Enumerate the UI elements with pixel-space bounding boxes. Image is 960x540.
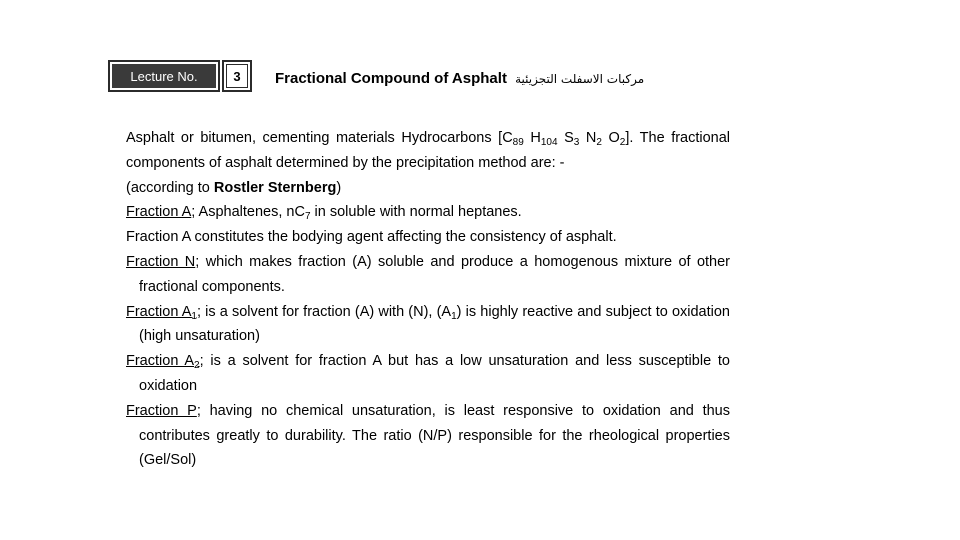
fraction-n-text: ; which makes fraction (A) soluble and produce a homogenous mixture of other fractional components. bbox=[139, 253, 730, 295]
fraction-a1-text-1: ; is a solvent for fraction (A) with (N), (A bbox=[196, 303, 452, 320]
sub-c: 89 bbox=[512, 137, 524, 148]
fraction-p-paragraph bbox=[126, 399, 730, 473]
sub-s: 3 bbox=[573, 137, 580, 148]
fraction-a1-label bbox=[126, 304, 197, 320]
intro-text-4: N bbox=[579, 130, 597, 146]
fraction-a1-paragraph bbox=[126, 300, 730, 350]
intro-text-6: ]. The fractional components of asphalt determined by the precipitation method are: - bbox=[126, 130, 731, 171]
fraction-a1-text-2: ) is highly reactive and subject to oxidation (high unsaturation) bbox=[139, 303, 730, 345]
fraction-a2-label-sub: 2 bbox=[194, 360, 200, 372]
fraction-n-paragraph bbox=[126, 250, 730, 300]
lecture-number: 3 bbox=[226, 64, 248, 88]
fraction-p-label: Fraction P bbox=[126, 402, 197, 419]
intro-text-5: O bbox=[601, 130, 620, 146]
fraction-a1-label-text: Fraction A bbox=[126, 303, 192, 320]
fraction-a2-label-text: Fraction A bbox=[126, 353, 195, 370]
body-text bbox=[126, 126, 730, 473]
sub-n: 2 bbox=[596, 137, 602, 148]
author-name: Rostler Sternberg bbox=[213, 179, 337, 196]
according-suffix: ) bbox=[336, 179, 342, 196]
title-arabic: مركبات الاسفلت التجزيئية bbox=[515, 72, 645, 86]
fraction-a-label: Fraction A bbox=[126, 204, 192, 221]
fraction-a-text-2: in soluble with normal heptanes. bbox=[310, 204, 522, 221]
fraction-a-text-1: ; Asphaltenes, nC bbox=[191, 204, 305, 221]
lecture-label: Lecture No. bbox=[112, 64, 216, 88]
fraction-a1-label-sub: 1 bbox=[191, 310, 197, 322]
fraction-a-sub: 7 bbox=[304, 211, 311, 223]
intro-paragraph bbox=[126, 126, 730, 176]
title-english: Fractional Compound of Asphalt bbox=[275, 70, 507, 87]
intro-text-3: S bbox=[557, 130, 574, 146]
intro-text-1: Asphalt or bitumen, cementing materials Hydrocarbons [C bbox=[126, 130, 513, 146]
sub-h: 104 bbox=[540, 137, 558, 148]
according-prefix: (according to bbox=[126, 179, 214, 196]
lecture-label-box bbox=[108, 60, 220, 92]
fraction-a1-sub: 1 bbox=[451, 310, 457, 322]
according-line bbox=[126, 176, 730, 201]
lecture-number-box bbox=[222, 60, 252, 92]
fraction-a2-text: ; is a solvent for fraction A but has a low unsaturation and less susceptible to oxidation bbox=[139, 353, 730, 394]
fraction-n-label: Fraction N bbox=[126, 253, 196, 270]
page-title bbox=[275, 70, 644, 87]
sub-o: 2 bbox=[619, 137, 626, 148]
fraction-a-note: Fraction A constitutes the bodying agent affecting the consistency of asphalt. bbox=[126, 229, 617, 246]
fraction-a2-label bbox=[126, 353, 200, 372]
fraction-a-line bbox=[126, 200, 730, 225]
fraction-p-text: ; having no chemical unsaturation, is least responsive to oxidation and thus contributes greatly to durability. The ratio (N/P) responsible for the rheological properties (Gel/Sol) bbox=[139, 402, 730, 469]
fraction-a2-paragraph bbox=[126, 349, 730, 399]
intro-text-2: H bbox=[523, 130, 541, 146]
